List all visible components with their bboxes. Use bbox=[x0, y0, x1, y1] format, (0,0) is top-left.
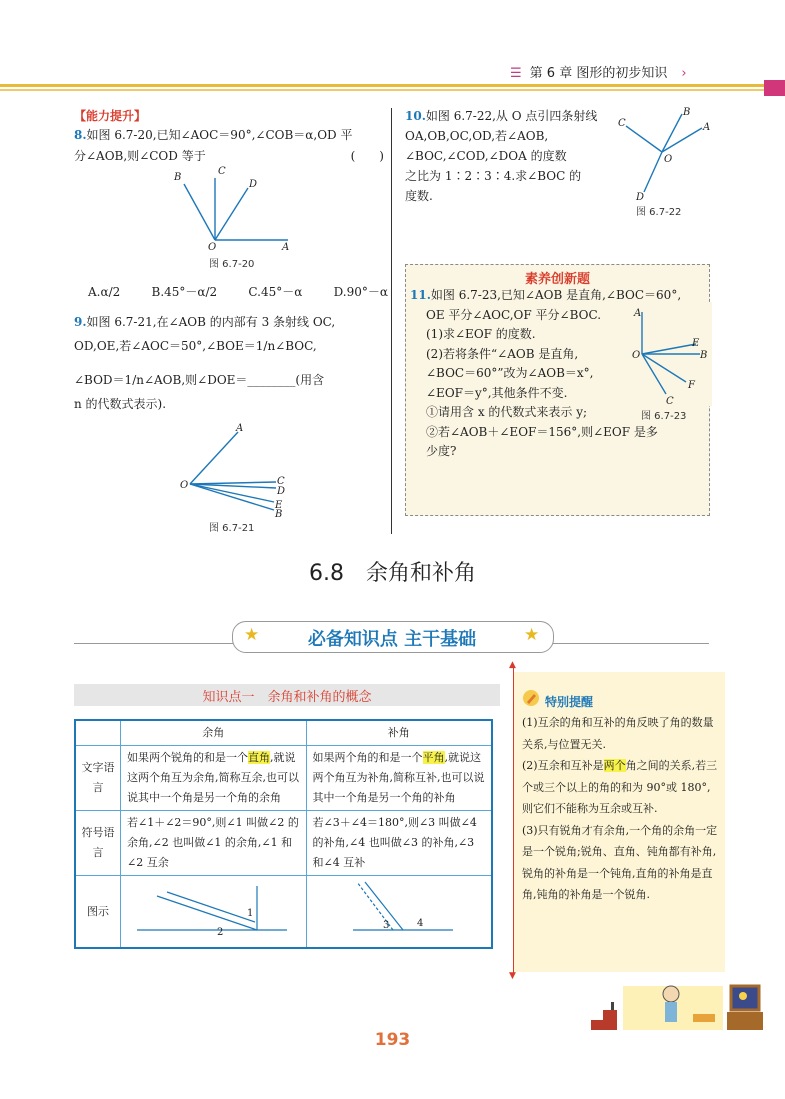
q10-line2: OA,OB,OC,OD,若∠AOB, bbox=[405, 129, 549, 143]
q9-line4: n 的代数式表示). bbox=[74, 397, 167, 411]
cell-text: 如果两个锐角的和是一个 bbox=[127, 751, 248, 764]
svg-text:B: B bbox=[683, 107, 691, 118]
q9-line2: OD,OE,若∠AOC＝50°,∠BOE＝1/n∠BOC, bbox=[74, 339, 317, 353]
svg-text:A: A bbox=[236, 423, 244, 434]
tip-point-1: (1)互余的角和互补的角反映了角的数量关系,与位置无关. bbox=[522, 716, 714, 751]
row-head-text: 文字语言 bbox=[75, 746, 121, 811]
q8-line1: 如图 6.7-20,已知∠AOC＝90°,∠COB＝α,OD 平 bbox=[86, 128, 353, 142]
question-10 bbox=[405, 106, 620, 206]
q10-number: 10. bbox=[405, 109, 426, 123]
svg-text:C: C bbox=[666, 396, 674, 406]
pen-icon bbox=[522, 689, 540, 707]
figure-6-7-21 bbox=[176, 420, 296, 520]
q10-line5: 度数. bbox=[405, 189, 433, 203]
figure-6-7-22 bbox=[616, 104, 716, 204]
q8-option-b[interactable]: B.45°－α/2 bbox=[151, 285, 218, 299]
triangle-up-icon: ▲ bbox=[509, 660, 516, 670]
row-head-figure: 图示 bbox=[75, 876, 121, 949]
q11-line3: (1)求∠EOF 的度数. bbox=[426, 327, 536, 341]
page-number: 193 bbox=[374, 1030, 411, 1050]
svg-text:B: B bbox=[275, 509, 283, 520]
q10-line1: 如图 6.7-22,从 O 点引四条射线 bbox=[425, 109, 598, 123]
highlight-right-angle: 直角 bbox=[248, 751, 270, 764]
section-title: 6.8 余角和补角 bbox=[309, 561, 476, 586]
svg-text:A: A bbox=[634, 308, 642, 319]
q10-line3: ∠BOC,∠COD,∠DOA 的度数 bbox=[405, 149, 567, 163]
cell-complement-text bbox=[121, 746, 307, 811]
table-row bbox=[75, 746, 492, 811]
innovation-title: 素养创新题 bbox=[524, 272, 590, 287]
fig-caption-6-7-20: 图 6.7-20 bbox=[209, 259, 255, 270]
q10-line4: 之比为 1∶2∶3∶4.求∠BOC 的 bbox=[405, 169, 582, 183]
cell-text: ,就说这两个角互为余角,简称互余,也可以说其中一个角是另一个角的余角 bbox=[127, 751, 299, 804]
q11-line2: OE 平分∠AOC,OF 平分∠BOC. bbox=[426, 307, 602, 322]
tip-border bbox=[513, 664, 514, 976]
q8-options bbox=[88, 282, 388, 303]
svg-text:4: 4 bbox=[416, 918, 423, 929]
svg-text:C: C bbox=[618, 118, 626, 129]
q8-number: 8. bbox=[74, 128, 87, 142]
table-header-row bbox=[75, 720, 492, 746]
star-icon: ★ bbox=[244, 625, 260, 645]
cell-complement-symbol: 若∠1＋∠2＝90°,则∠1 叫做∠2 的余角,∠2 也叫做∠1 的余角,∠1 和∠2 互余 bbox=[121, 811, 307, 876]
tip-text: (2)互余和互补是 bbox=[522, 759, 604, 772]
svg-text:E: E bbox=[275, 500, 283, 511]
q11-line7: ①请用含 x 的代数式来表示 y; bbox=[426, 405, 588, 419]
header-rule-thin bbox=[0, 89, 785, 91]
row-head-symbol: 符号语言 bbox=[75, 811, 121, 876]
cell-complement-figure bbox=[121, 876, 307, 949]
q11-number: 11. bbox=[410, 288, 431, 302]
q8-option-a[interactable]: A.α/2 bbox=[88, 285, 121, 299]
svg-text:O: O bbox=[632, 350, 641, 361]
banner-title: 必备知识点 主干基础 bbox=[307, 629, 477, 650]
svg-text:O: O bbox=[208, 242, 217, 253]
svg-text:D: D bbox=[249, 179, 258, 190]
table-row bbox=[75, 876, 492, 949]
cell-supplement-text bbox=[306, 746, 492, 811]
figure-6-7-23 bbox=[626, 302, 712, 406]
triangle-down-icon: ▼ bbox=[509, 971, 516, 981]
list-icon: ☰ bbox=[510, 66, 522, 81]
table-header-complement: 余角 bbox=[121, 720, 307, 746]
fig-caption-6-7-22: 图 6.7-22 bbox=[636, 207, 682, 218]
svg-text:O: O bbox=[180, 480, 189, 491]
figure-6-7-20 bbox=[170, 160, 300, 260]
svg-text:B: B bbox=[700, 350, 708, 361]
q11-line1: 如图 6.7-23,已知∠AOB 是直角,∠BOC＝60°, bbox=[430, 288, 682, 302]
fig-caption-6-7-23: 图 6.7-23 bbox=[641, 411, 687, 422]
q9-line3: ∠BOD＝1/n∠AOB,则∠DOE＝________(用含 bbox=[74, 373, 325, 387]
svg-text:2: 2 bbox=[217, 927, 224, 938]
tip-point-3: (3)只有锐角才有余角,一个角的余角一定是一个锐角;锐角、直角、钝角都有补角,锐角的补角是一个钝角,直角的补角是直角,钝角的补角是一个锐角. bbox=[522, 823, 718, 901]
svg-text:1: 1 bbox=[247, 908, 254, 919]
supplement-diagram bbox=[313, 878, 483, 938]
section-tag: 【能力提升】 bbox=[74, 109, 147, 123]
table-header-empty bbox=[75, 720, 121, 746]
chevron-right-icon[interactable]: › bbox=[681, 66, 687, 81]
fig-caption-6-7-21: 图 6.7-21 bbox=[209, 523, 255, 534]
q8-line2: 分∠AOB,则∠COD 等于 bbox=[74, 149, 206, 163]
complement-diagram bbox=[127, 878, 297, 938]
q11-line4: (2)若将条件“∠AOB 是直角, bbox=[426, 346, 579, 361]
question-9 bbox=[74, 310, 384, 416]
tip-title: 特别提醒 bbox=[545, 695, 594, 709]
table-header-supplement: 补角 bbox=[306, 720, 492, 746]
cell-supplement-symbol: 若∠3＋∠4＝180°,则∠3 叫做∠4 的补角,∠4 也叫做∠3 的补角,∠3 和∠4 互补 bbox=[306, 811, 492, 876]
svg-text:A: A bbox=[282, 242, 290, 253]
svg-text:A: A bbox=[703, 122, 711, 133]
svg-text:F: F bbox=[688, 380, 695, 391]
table-row bbox=[75, 811, 492, 876]
svg-text:C: C bbox=[277, 476, 285, 487]
tip-point-2 bbox=[522, 755, 718, 820]
svg-text:O: O bbox=[664, 154, 673, 165]
q11-line9: 少度? bbox=[426, 444, 457, 458]
q8-option-d[interactable]: D.90°－α bbox=[333, 285, 388, 299]
svg-text:C: C bbox=[218, 166, 226, 177]
tip-content bbox=[522, 712, 718, 906]
q11-line5: ∠BOC＝60°”改为∠AOB＝x°, bbox=[426, 366, 594, 380]
column-divider bbox=[391, 108, 392, 534]
svg-text:D: D bbox=[277, 486, 286, 497]
q11-line8: ②若∠AOB＋∠EOF＝156°,则∠EOF 是多 bbox=[426, 424, 658, 439]
concept-table bbox=[74, 719, 493, 949]
cell-text: 如果两个角的和是一个 bbox=[312, 751, 423, 764]
svg-text:B: B bbox=[174, 172, 182, 183]
svg-text:3: 3 bbox=[382, 920, 389, 931]
svg-text:E: E bbox=[692, 338, 700, 349]
q8-option-c[interactable]: C.45°－α bbox=[248, 285, 303, 299]
svg-text:D: D bbox=[636, 192, 645, 203]
q9-line1: 如图 6.7-21,在∠AOB 的内部有 3 条射线 OC, bbox=[86, 315, 336, 329]
highlight-straight-angle: 平角 bbox=[422, 751, 445, 764]
header-tab bbox=[764, 80, 785, 96]
tip-text: 角之间的关系,若三个或三个以上的角的和为 90°或 180°,则它们不能称为互余或互补. bbox=[522, 759, 718, 815]
cell-text: ,就说这两个角互为补角,简称互补,也可以说其中一个角是另一个角的补角 bbox=[312, 751, 485, 804]
highlight-two: 两个 bbox=[603, 759, 626, 772]
q9-number: 9. bbox=[74, 315, 87, 329]
knowledge-point-title: 知识点一 余角和补角的概念 bbox=[202, 690, 372, 705]
chapter-label: 第 6 章 图形的初步知识 bbox=[529, 66, 668, 81]
chapter-header bbox=[510, 62, 687, 81]
q8-bracket: ( ) bbox=[350, 149, 384, 163]
star-icon: ★ bbox=[524, 625, 540, 645]
cell-supplement-figure bbox=[306, 876, 492, 949]
header-rule bbox=[0, 84, 785, 87]
q11-line6: ∠EOF＝y°,其他条件不变. bbox=[426, 385, 568, 400]
